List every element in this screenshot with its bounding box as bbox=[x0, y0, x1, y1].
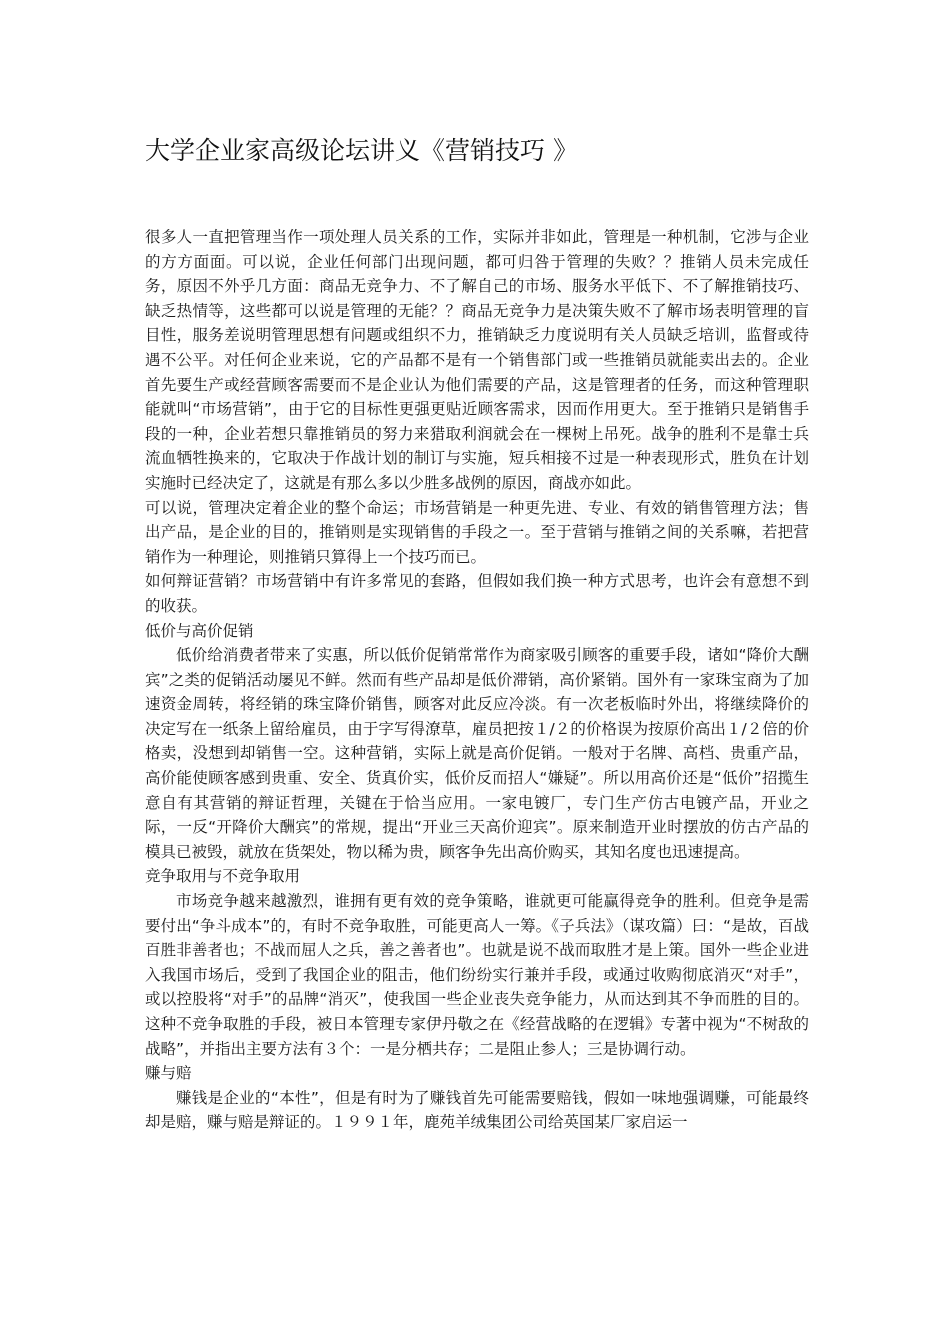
section-heading-profit-loss: 赚与赔 bbox=[145, 1064, 192, 1083]
paragraph-profit-loss: 赚钱是企业的“本性”，但是有时为了赚钱首先可能需要赔钱，假如一味地强调赚，可能最终却是赔，赚与赔是辩证的。１９９１年，鹿苑羊绒集团公司给英国某厂家启运一 bbox=[145, 1088, 809, 1132]
paragraph-dialectic: 如何辩证营销？市场营销中有许多常见的套路，但假如我们换一种方式思考，也许会有意想不到的收获。 bbox=[145, 572, 809, 615]
section-heading-low-high-price: 低价与高价促销 bbox=[145, 621, 254, 640]
paragraph-competition: 市场竞争越来越激烈，谁拥有更有效的竞争策略，谁就更可能赢得竞争的胜利。但竞争是需要付出“争斗成本”的，有时不竞争取胜，可能更高人一筹。《子兵法》（谋攻篇）曰：“是故，百战百胜非善者也；不战而屈人之兵，善之善者也”。也就是说不战而取胜才是上策。国外一些企业进入我国市场后，受到了我国企业的阻击，他们纷纷实行兼并手段，或通过收购彻底消灭“对手”，或以控股将“对手”的品牌“消灭”，使我国一些企业丧失竞争能力，从而达到其不争而胜的目的。这种不竞争取胜的手段，被日本管理专家伊丹敬之在《经营战略的在逻辑》专著中视为“不树敌的战略”，并指出主要方法有３个：一是分栖共存；二是阻止参人；三是协调行动。 bbox=[145, 892, 809, 1058]
section-heading-competition: 竞争取用与不竞争取用 bbox=[145, 867, 301, 886]
paragraph-conclusion: 可以说，管理决定着企业的整个命运；市场营销是一种更先进、专业、有效的销售管理方法；售出产品，是企业的目的，推销则是实现销售的手段之一。至于营销与推销之间的关系嘛，若把营销作为一种理论，则推销只算得上一个技巧而已。 bbox=[145, 498, 809, 566]
paragraph-management: 很多人一直把管理当作一项处理人员关系的工作，实际并非如此，管理是一种机制，它涉与企业的方方面面。可以说，企业任何部门出现问题，都可归咎于管理的失败？？推销人员未完成任务，原因不外乎几方面：商品无竞争力、不了解自己的市场、服务水平低下、不了解推销技巧、缺乏热情等，这些都可以说是管理的无能？？商品无竞争力是决策失败不了解市场表明管理的盲目性，服务差说明管理思想有问题或组织不力，推销缺乏力度说明有关人员缺乏培训，监督或待遇不公平。对任何企业来说，它的产品都不是有一个销售部门或一些推销员就能卖出去的。企业首先要生产或经营顾客需要而不是企业认为他们需要的产品，这是管理者的任务，而这种管理职能就叫“市场营销”，由于它的目标性更强更贴近顾客需求，因而作用更大。至于推销只是销售手段的一种，企业若想只靠推销员的努力来猎取利润就会在一棵树上吊死。战争的胜利不是靠士兵流血牺牲换来的，它取决于作战计划的制订与实施，短兵相接不过是一种表现形式，胜负在计划实施时已经决定了，这就是有那么多以少胜多战例的原因，商战亦如此。 bbox=[145, 228, 809, 492]
paragraph-low-high-price: 低价给消费者带来了实惠，所以低价促销常常作为商家吸引顾客的重要手段，诸如“降价大酬宾”之类的促销活动屡见不鲜。然而有些产品却是低价滞销，高价紧销。国外有一家珠宝商为了加速资金周转，将经销的珠宝降价销售，顾客对此反应冷淡。有一次老板临时外出，将继续降价的决定写在一纸条上留给雇员，由于字写得潦草，雇员把按１/２的价格误为按原价高出１/２倍的价格卖，没想到却销售一空。这种营销，实际上就是高价促销。一般对于名牌、高档、贵重产品，高价能使顾客感到贵重、安全、货真价实，低价反而招人“嫌疑”。所以用高价还是“低价”招揽生意自有其营销的辩证哲理，关键在于恰当应用。一家电镀厂，专门生产仿古电镀产品，开业之际，一反“开降价大酬宾”的常规，提出“开业三天高价迎宾”。原来制造开业时摆放的仿古产品的模具已被毁，就放在货架处，物以稀为贵，顾客争先出高价购买，其知名度也迅速提高。 bbox=[145, 646, 809, 861]
document-title: 大学企业家高级论坛讲义《营销技巧 》 bbox=[145, 136, 578, 165]
document-body bbox=[145, 225, 809, 1135]
